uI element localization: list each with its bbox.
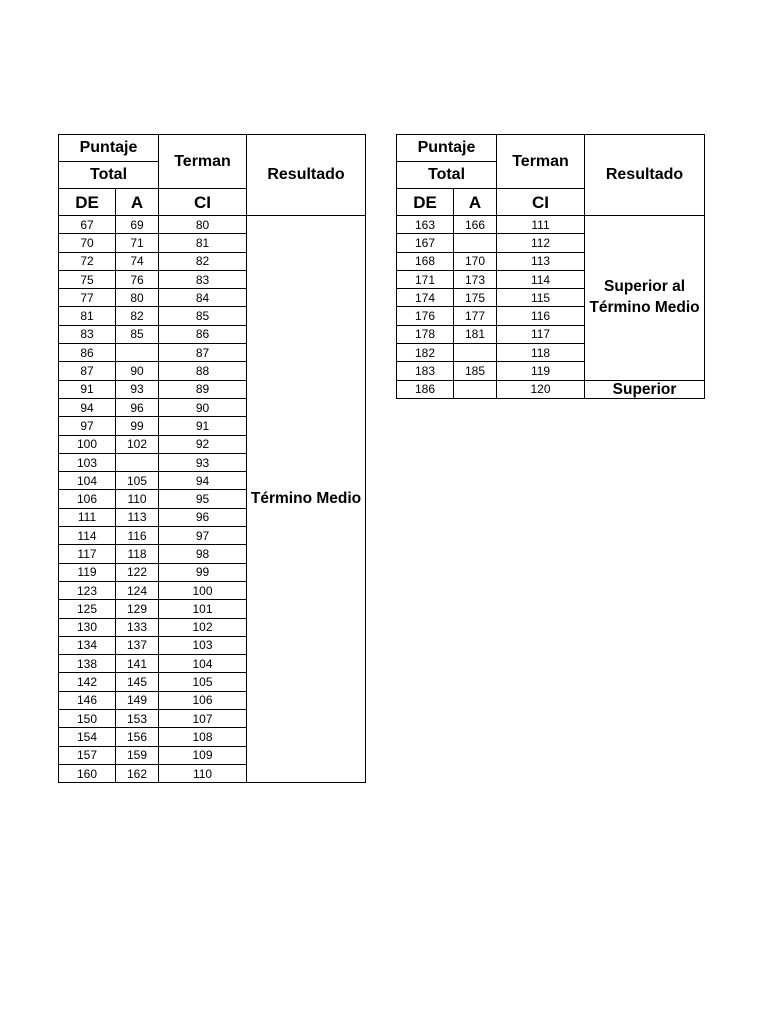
a-cell: 85	[116, 325, 159, 343]
ci-cell: 118	[497, 344, 585, 362]
de-cell: 130	[59, 618, 116, 636]
result-cell: Término Medio	[247, 216, 366, 783]
header-row-1	[397, 135, 705, 162]
a-cell	[116, 453, 159, 471]
ci-cell: 110	[159, 764, 247, 782]
ci-cell: 102	[159, 618, 247, 636]
de-cell: 75	[59, 270, 116, 288]
a-cell: 80	[116, 289, 159, 307]
de-cell: 72	[59, 252, 116, 270]
de-cell: 114	[59, 527, 116, 545]
ci-cell: 117	[497, 325, 585, 343]
ci-cell: 83	[159, 270, 247, 288]
a-cell: 177	[454, 307, 497, 325]
de-cell: 117	[59, 545, 116, 563]
a-cell: 166	[454, 216, 497, 234]
de-cell: 178	[397, 325, 454, 343]
ci-cell: 106	[159, 691, 247, 709]
total-header: Total	[397, 162, 497, 189]
result-cell	[585, 216, 705, 381]
de-cell: 103	[59, 453, 116, 471]
de-cell: 154	[59, 728, 116, 746]
de-cell: 87	[59, 362, 116, 380]
ci-header: CI	[497, 189, 585, 216]
ci-cell: 108	[159, 728, 247, 746]
ci-cell: 112	[497, 234, 585, 252]
ci-cell: 86	[159, 325, 247, 343]
a-cell: 93	[116, 380, 159, 398]
total-header: Total	[59, 162, 159, 189]
a-cell: 185	[454, 362, 497, 380]
ci-cell: 96	[159, 508, 247, 526]
a-cell	[116, 344, 159, 362]
a-cell: 69	[116, 216, 159, 234]
de-cell: 150	[59, 710, 116, 728]
de-cell: 94	[59, 398, 116, 416]
ci-cell: 113	[497, 252, 585, 270]
ci-cell: 104	[159, 655, 247, 673]
ci-cell: 90	[159, 398, 247, 416]
right-score-table	[396, 134, 705, 399]
a-cell: 124	[116, 581, 159, 599]
a-cell: 133	[116, 618, 159, 636]
de-cell: 163	[397, 216, 454, 234]
result-label-line1: Superior al	[604, 277, 685, 295]
ci-cell: 82	[159, 252, 247, 270]
de-cell: 186	[397, 380, 454, 398]
a-cell	[454, 380, 497, 398]
resultado-header: Resultado	[247, 135, 366, 216]
table-row	[59, 216, 366, 234]
ci-cell: 84	[159, 289, 247, 307]
de-cell: 134	[59, 636, 116, 654]
ci-cell: 114	[497, 270, 585, 288]
de-cell: 106	[59, 490, 116, 508]
ci-cell: 93	[159, 453, 247, 471]
a-cell: 159	[116, 746, 159, 764]
a-cell: 82	[116, 307, 159, 325]
a-cell: 122	[116, 563, 159, 581]
a-header: A	[454, 189, 497, 216]
a-cell: 173	[454, 270, 497, 288]
de-cell: 83	[59, 325, 116, 343]
ci-cell: 94	[159, 472, 247, 490]
a-cell: 110	[116, 490, 159, 508]
a-cell: 170	[454, 252, 497, 270]
a-cell: 105	[116, 472, 159, 490]
de-cell: 123	[59, 581, 116, 599]
terman-header: Terman	[497, 135, 585, 189]
a-cell: 113	[116, 508, 159, 526]
a-cell: 162	[116, 764, 159, 782]
puntaje-header: Puntaje	[59, 135, 159, 162]
terman-header: Terman	[159, 135, 247, 189]
de-cell: 171	[397, 270, 454, 288]
a-cell: 145	[116, 673, 159, 691]
de-cell: 70	[59, 234, 116, 252]
de-cell: 104	[59, 472, 116, 490]
a-cell: 102	[116, 435, 159, 453]
a-cell: 99	[116, 417, 159, 435]
resultado-header: Resultado	[585, 135, 705, 216]
de-cell: 146	[59, 691, 116, 709]
a-cell: 175	[454, 289, 497, 307]
a-cell: 76	[116, 270, 159, 288]
ci-cell: 97	[159, 527, 247, 545]
de-cell: 91	[59, 380, 116, 398]
ci-cell: 89	[159, 380, 247, 398]
ci-cell: 115	[497, 289, 585, 307]
de-cell: 138	[59, 655, 116, 673]
a-cell: 71	[116, 234, 159, 252]
ci-cell: 103	[159, 636, 247, 654]
ci-cell: 98	[159, 545, 247, 563]
ci-cell: 111	[497, 216, 585, 234]
ci-header: CI	[159, 189, 247, 216]
ci-cell: 120	[497, 380, 585, 398]
a-cell	[454, 234, 497, 252]
de-cell: 176	[397, 307, 454, 325]
de-cell: 97	[59, 417, 116, 435]
de-cell: 100	[59, 435, 116, 453]
ci-cell: 88	[159, 362, 247, 380]
ci-cell: 100	[159, 581, 247, 599]
table-row-final	[397, 380, 705, 398]
de-header: DE	[397, 189, 454, 216]
de-cell: 160	[59, 764, 116, 782]
a-cell: 118	[116, 545, 159, 563]
a-cell: 90	[116, 362, 159, 380]
a-cell: 153	[116, 710, 159, 728]
left-score-table	[58, 134, 366, 783]
de-cell: 67	[59, 216, 116, 234]
header-row-1	[59, 135, 366, 162]
result-label-line2: Término Medio	[589, 298, 700, 316]
de-cell: 168	[397, 252, 454, 270]
table-row	[397, 216, 705, 234]
ci-cell: 119	[497, 362, 585, 380]
ci-cell: 105	[159, 673, 247, 691]
de-cell: 157	[59, 746, 116, 764]
a-header: A	[116, 189, 159, 216]
de-cell: 167	[397, 234, 454, 252]
a-cell: 141	[116, 655, 159, 673]
ci-cell: 95	[159, 490, 247, 508]
ci-cell: 91	[159, 417, 247, 435]
de-cell: 111	[59, 508, 116, 526]
de-cell: 142	[59, 673, 116, 691]
a-cell: 137	[116, 636, 159, 654]
a-cell: 149	[116, 691, 159, 709]
ci-cell: 101	[159, 600, 247, 618]
a-cell: 74	[116, 252, 159, 270]
de-cell: 81	[59, 307, 116, 325]
a-cell: 96	[116, 398, 159, 416]
ci-cell: 81	[159, 234, 247, 252]
ci-cell: 80	[159, 216, 247, 234]
de-cell: 174	[397, 289, 454, 307]
ci-cell: 109	[159, 746, 247, 764]
de-cell: 183	[397, 362, 454, 380]
a-cell: 129	[116, 600, 159, 618]
de-cell: 119	[59, 563, 116, 581]
ci-cell: 92	[159, 435, 247, 453]
de-cell: 125	[59, 600, 116, 618]
a-cell: 116	[116, 527, 159, 545]
puntaje-header: Puntaje	[397, 135, 497, 162]
ci-cell: 85	[159, 307, 247, 325]
final-result-cell: Superior	[585, 380, 705, 398]
ci-cell: 87	[159, 344, 247, 362]
a-cell	[454, 344, 497, 362]
ci-cell: 99	[159, 563, 247, 581]
de-cell: 77	[59, 289, 116, 307]
de-cell: 86	[59, 344, 116, 362]
ci-cell: 116	[497, 307, 585, 325]
de-header: DE	[59, 189, 116, 216]
ci-cell: 107	[159, 710, 247, 728]
a-cell: 181	[454, 325, 497, 343]
de-cell: 182	[397, 344, 454, 362]
a-cell: 156	[116, 728, 159, 746]
